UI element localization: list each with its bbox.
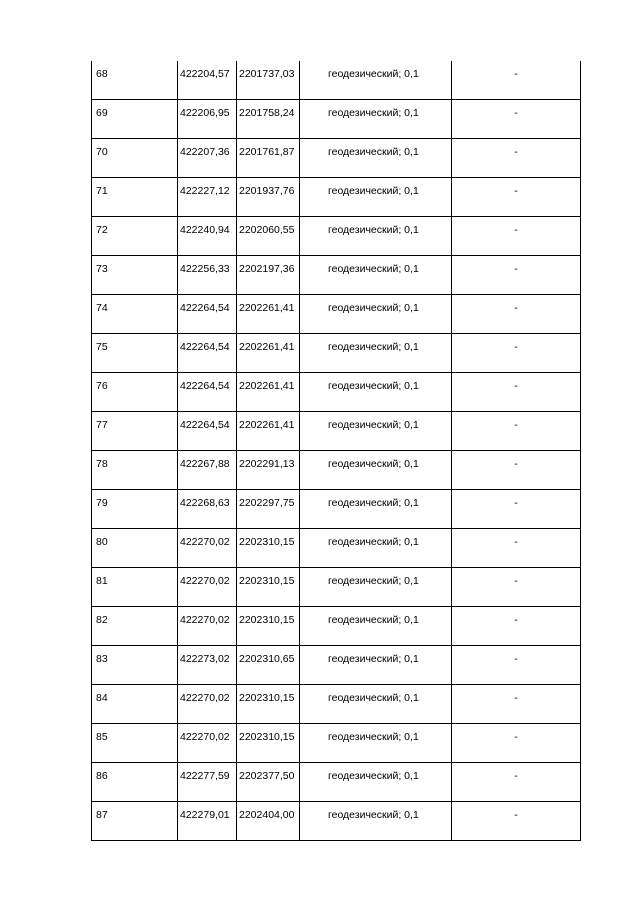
table-row	[92, 139, 581, 178]
cell-x-coordinate: 422264,54	[178, 412, 237, 451]
cell-point-number: 76	[92, 373, 178, 412]
table-row	[92, 685, 581, 724]
cell-point-number: 82	[92, 607, 178, 646]
cell-note: -	[452, 139, 581, 178]
cell-note: -	[452, 763, 581, 802]
cell-point-number: 83	[92, 646, 178, 685]
cell-method: геодезический; 0,1	[300, 646, 452, 685]
cell-point-number: 81	[92, 568, 178, 607]
cell-note: -	[452, 568, 581, 607]
cell-y-coordinate: 2202291,13	[237, 451, 300, 490]
cell-note: -	[452, 217, 581, 256]
table-row	[92, 100, 581, 139]
cell-y-coordinate: 2202261,41	[237, 295, 300, 334]
cell-method: геодезический; 0,1	[300, 295, 452, 334]
cell-note: -	[452, 607, 581, 646]
cell-x-coordinate: 422240,94	[178, 217, 237, 256]
cell-x-coordinate: 422207,36	[178, 139, 237, 178]
cell-note: -	[452, 490, 581, 529]
cell-y-coordinate: 2202310,15	[237, 724, 300, 763]
cell-y-coordinate: 2202310,15	[237, 568, 300, 607]
cell-method: геодезический; 0,1	[300, 490, 452, 529]
cell-method: геодезический; 0,1	[300, 568, 452, 607]
cell-y-coordinate: 2202297,75	[237, 490, 300, 529]
cell-point-number: 78	[92, 451, 178, 490]
table-row	[92, 295, 581, 334]
cell-x-coordinate: 422268,63	[178, 490, 237, 529]
cell-x-coordinate: 422270,02	[178, 529, 237, 568]
table-row	[92, 529, 581, 568]
cell-point-number: 87	[92, 802, 178, 841]
cell-y-coordinate: 2202261,41	[237, 412, 300, 451]
cell-point-number: 77	[92, 412, 178, 451]
table-row	[92, 451, 581, 490]
cell-x-coordinate: 422264,54	[178, 373, 237, 412]
cell-method: геодезический; 0,1	[300, 178, 452, 217]
cell-x-coordinate: 422279,01	[178, 802, 237, 841]
cell-method: геодезический; 0,1	[300, 217, 452, 256]
table-row	[92, 61, 581, 100]
cell-point-number: 85	[92, 724, 178, 763]
table-row	[92, 568, 581, 607]
cell-method: геодезический; 0,1	[300, 100, 452, 139]
cell-y-coordinate: 2202377,50	[237, 763, 300, 802]
cell-y-coordinate: 2202261,41	[237, 373, 300, 412]
cell-method: геодезический; 0,1	[300, 685, 452, 724]
cell-note: -	[452, 451, 581, 490]
table-row	[92, 178, 581, 217]
cell-x-coordinate: 422206,95	[178, 100, 237, 139]
table-row	[92, 763, 581, 802]
coordinates-table	[91, 61, 581, 841]
cell-y-coordinate: 2202310,15	[237, 529, 300, 568]
cell-x-coordinate: 422270,02	[178, 568, 237, 607]
cell-y-coordinate: 2202310,15	[237, 685, 300, 724]
table-row	[92, 412, 581, 451]
cell-point-number: 70	[92, 139, 178, 178]
cell-y-coordinate: 2201758,24	[237, 100, 300, 139]
cell-y-coordinate: 2202404,00	[237, 802, 300, 841]
cell-method: геодезический; 0,1	[300, 334, 452, 373]
cell-method: геодезический; 0,1	[300, 451, 452, 490]
cell-method: геодезический; 0,1	[300, 61, 452, 100]
cell-point-number: 79	[92, 490, 178, 529]
cell-point-number: 73	[92, 256, 178, 295]
coordinates-table-body	[92, 61, 581, 841]
cell-method: геодезический; 0,1	[300, 529, 452, 568]
cell-x-coordinate: 422273,02	[178, 646, 237, 685]
cell-y-coordinate: 2202261,41	[237, 334, 300, 373]
cell-method: геодезический; 0,1	[300, 763, 452, 802]
table-row	[92, 490, 581, 529]
cell-x-coordinate: 422277,59	[178, 763, 237, 802]
cell-method: геодезический; 0,1	[300, 412, 452, 451]
cell-y-coordinate: 2201937,76	[237, 178, 300, 217]
cell-y-coordinate: 2201761,87	[237, 139, 300, 178]
cell-x-coordinate: 422264,54	[178, 334, 237, 373]
cell-x-coordinate: 422270,02	[178, 724, 237, 763]
cell-note: -	[452, 334, 581, 373]
cell-note: -	[452, 256, 581, 295]
table-row	[92, 802, 581, 841]
table-row	[92, 256, 581, 295]
cell-note: -	[452, 529, 581, 568]
cell-y-coordinate: 2201737,03	[237, 61, 300, 100]
cell-point-number: 72	[92, 217, 178, 256]
table-row	[92, 334, 581, 373]
cell-point-number: 69	[92, 100, 178, 139]
cell-x-coordinate: 422204,57	[178, 61, 237, 100]
cell-y-coordinate: 2202310,15	[237, 607, 300, 646]
cell-point-number: 68	[92, 61, 178, 100]
cell-x-coordinate: 422267,88	[178, 451, 237, 490]
cell-x-coordinate: 422264,54	[178, 295, 237, 334]
cell-point-number: 71	[92, 178, 178, 217]
table-row	[92, 373, 581, 412]
cell-method: геодезический; 0,1	[300, 139, 452, 178]
cell-y-coordinate: 2202197,36	[237, 256, 300, 295]
cell-note: -	[452, 685, 581, 724]
cell-point-number: 74	[92, 295, 178, 334]
cell-x-coordinate: 422270,02	[178, 607, 237, 646]
cell-x-coordinate: 422256,33	[178, 256, 237, 295]
cell-note: -	[452, 100, 581, 139]
cell-point-number: 75	[92, 334, 178, 373]
cell-y-coordinate: 2202060,55	[237, 217, 300, 256]
table-row	[92, 217, 581, 256]
cell-note: -	[452, 373, 581, 412]
cell-method: геодезический; 0,1	[300, 256, 452, 295]
cell-note: -	[452, 412, 581, 451]
cell-note: -	[452, 295, 581, 334]
cell-x-coordinate: 422227,12	[178, 178, 237, 217]
table-row	[92, 724, 581, 763]
cell-note: -	[452, 724, 581, 763]
cell-note: -	[452, 646, 581, 685]
cell-method: геодезический; 0,1	[300, 607, 452, 646]
cell-note: -	[452, 61, 581, 100]
cell-method: геодезический; 0,1	[300, 373, 452, 412]
cell-method: геодезический; 0,1	[300, 724, 452, 763]
cell-point-number: 80	[92, 529, 178, 568]
cell-point-number: 86	[92, 763, 178, 802]
cell-x-coordinate: 422270,02	[178, 685, 237, 724]
table-row	[92, 646, 581, 685]
cell-note: -	[452, 178, 581, 217]
cell-point-number: 84	[92, 685, 178, 724]
cell-note: -	[452, 802, 581, 841]
cell-y-coordinate: 2202310,65	[237, 646, 300, 685]
cell-method: геодезический; 0,1	[300, 802, 452, 841]
table-row	[92, 607, 581, 646]
